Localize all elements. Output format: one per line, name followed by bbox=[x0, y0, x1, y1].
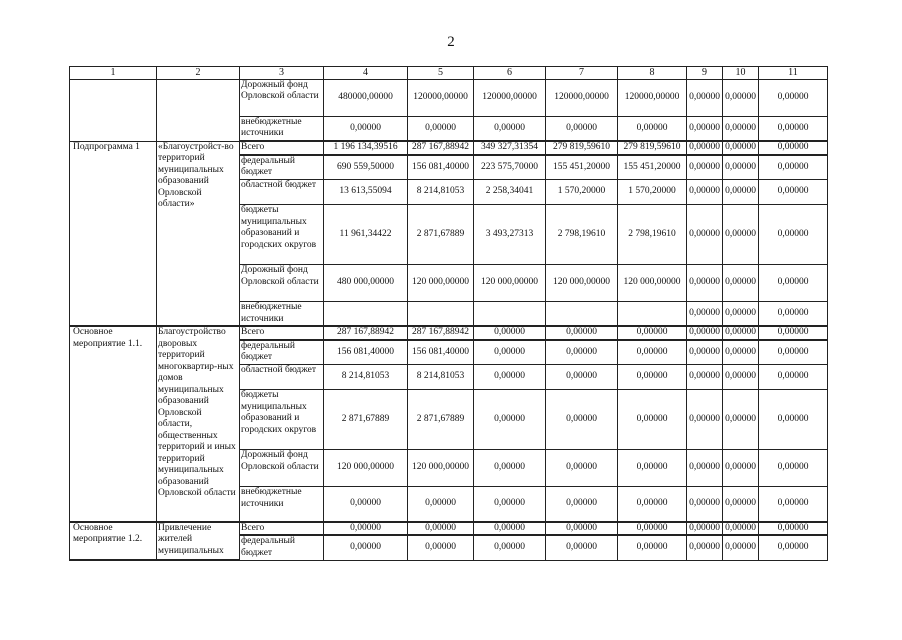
column-number: 2 bbox=[157, 67, 240, 80]
value-cell: 0,00000 bbox=[723, 326, 759, 340]
value-cell: 120 000,00000 bbox=[474, 265, 546, 302]
funding-source: областной бюджет bbox=[240, 180, 324, 205]
value-cell: 0,00000 bbox=[759, 265, 828, 302]
funding-source: внебюджетные источники bbox=[240, 116, 324, 141]
value-cell: 0,00000 bbox=[723, 141, 759, 155]
value-cell: 0,00000 bbox=[759, 326, 828, 340]
value-cell: 0,00000 bbox=[324, 116, 408, 141]
value-cell: 3 493,27313 bbox=[474, 205, 546, 265]
value-cell: 287 167,88942 bbox=[408, 141, 474, 155]
program-name-cell: «Благоустройст-во территорий муниципальных образований Орловской области» bbox=[157, 141, 240, 326]
funding-source: федеральный бюджет bbox=[240, 535, 324, 560]
value-cell: 0,00000 bbox=[687, 116, 723, 141]
value-cell: 0,00000 bbox=[324, 535, 408, 560]
funding-source: Дорожный фонд Орловской области bbox=[240, 450, 324, 487]
budget-table bbox=[69, 66, 828, 561]
value-cell bbox=[546, 302, 618, 327]
value-cell: 0,00000 bbox=[723, 116, 759, 141]
value-cell: 120000,00000 bbox=[546, 79, 618, 116]
value-cell: 0,00000 bbox=[474, 522, 546, 536]
value-cell: 480000,00000 bbox=[324, 79, 408, 116]
value-cell bbox=[324, 302, 408, 327]
value-cell: 0,00000 bbox=[759, 302, 828, 327]
program-name-cell bbox=[157, 79, 240, 141]
value-cell: 0,00000 bbox=[408, 535, 474, 560]
value-cell: 0,00000 bbox=[546, 390, 618, 450]
value-cell: 155 451,20000 bbox=[618, 155, 687, 180]
value-cell: 120000,00000 bbox=[408, 79, 474, 116]
value-cell: 287 167,88942 bbox=[324, 326, 408, 340]
column-number-row bbox=[70, 67, 828, 80]
value-cell: 2 871,67889 bbox=[408, 205, 474, 265]
value-cell: 8 214,81053 bbox=[324, 365, 408, 390]
value-cell: 0,00000 bbox=[759, 141, 828, 155]
funding-source: внебюджетные источники bbox=[240, 487, 324, 522]
value-cell: 0,00000 bbox=[546, 326, 618, 340]
value-cell: 0,00000 bbox=[546, 522, 618, 536]
value-cell: 0,00000 bbox=[618, 326, 687, 340]
table-row bbox=[70, 326, 828, 340]
value-cell: 2 798,19610 bbox=[546, 205, 618, 265]
funding-source: Дорожный фонд Орловской области bbox=[240, 265, 324, 302]
value-cell: 1 570,20000 bbox=[546, 180, 618, 205]
value-cell: 156 081,40000 bbox=[408, 155, 474, 180]
value-cell: 2 871,67889 bbox=[408, 390, 474, 450]
program-label-cell: Подпрограмма 1 bbox=[70, 141, 157, 326]
program-name-cell: Благоустройство дворовых территорий многоквартир-ных домов муниципальных образований Орловской области, общественных территорий и иных территорий муниципальных образований Орловской области bbox=[157, 326, 240, 522]
funding-source: Всего bbox=[240, 141, 324, 155]
funding-source: внебюджетные источники bbox=[240, 302, 324, 327]
value-cell: 0,00000 bbox=[759, 340, 828, 365]
value-cell: 0,00000 bbox=[759, 390, 828, 450]
value-cell: 13 613,55094 bbox=[324, 180, 408, 205]
program-name-cell: Привлечение жителей муниципальных bbox=[157, 522, 240, 561]
value-cell bbox=[474, 302, 546, 327]
value-cell: 120000,00000 bbox=[618, 79, 687, 116]
value-cell: 156 081,40000 bbox=[408, 340, 474, 365]
value-cell: 0,00000 bbox=[759, 79, 828, 116]
table-row bbox=[70, 141, 828, 155]
value-cell: 0,00000 bbox=[687, 340, 723, 365]
program-label-cell: Основное мероприятие 1.2. bbox=[70, 522, 157, 561]
value-cell: 0,00000 bbox=[687, 487, 723, 522]
value-cell: 0,00000 bbox=[618, 390, 687, 450]
value-cell: 0,00000 bbox=[546, 116, 618, 141]
value-cell: 279 819,59610 bbox=[618, 141, 687, 155]
value-cell: 0,00000 bbox=[474, 365, 546, 390]
value-cell: 0,00000 bbox=[546, 535, 618, 560]
value-cell: 0,00000 bbox=[546, 340, 618, 365]
value-cell: 0,00000 bbox=[723, 180, 759, 205]
value-cell: 0,00000 bbox=[618, 116, 687, 141]
value-cell: 0,00000 bbox=[687, 522, 723, 536]
value-cell: 0,00000 bbox=[687, 326, 723, 340]
column-number: 8 bbox=[618, 67, 687, 80]
value-cell bbox=[618, 302, 687, 327]
value-cell: 0,00000 bbox=[618, 522, 687, 536]
value-cell: 0,00000 bbox=[474, 326, 546, 340]
value-cell: 0,00000 bbox=[324, 522, 408, 536]
value-cell: 0,00000 bbox=[759, 365, 828, 390]
value-cell: 0,00000 bbox=[324, 487, 408, 522]
value-cell: 120000,00000 bbox=[474, 79, 546, 116]
value-cell: 1 196 134,39516 bbox=[324, 141, 408, 155]
value-cell: 120 000,00000 bbox=[618, 265, 687, 302]
column-number: 6 bbox=[474, 67, 546, 80]
column-number: 5 bbox=[408, 67, 474, 80]
value-cell: 0,00000 bbox=[474, 116, 546, 141]
value-cell: 0,00000 bbox=[723, 390, 759, 450]
value-cell: 0,00000 bbox=[546, 365, 618, 390]
value-cell: 120 000,00000 bbox=[408, 265, 474, 302]
value-cell: 0,00000 bbox=[618, 535, 687, 560]
funding-source: бюджеты муниципальных образований и городских округов bbox=[240, 205, 324, 265]
value-cell: 8 214,81053 bbox=[408, 365, 474, 390]
value-cell: 0,00000 bbox=[687, 365, 723, 390]
value-cell: 0,00000 bbox=[723, 155, 759, 180]
value-cell: 0,00000 bbox=[687, 141, 723, 155]
value-cell: 0,00000 bbox=[408, 522, 474, 536]
value-cell: 0,00000 bbox=[687, 180, 723, 205]
value-cell: 0,00000 bbox=[474, 487, 546, 522]
program-label-cell bbox=[70, 79, 157, 141]
value-cell: 349 327,31354 bbox=[474, 141, 546, 155]
value-cell: 0,00000 bbox=[408, 116, 474, 141]
column-number: 3 bbox=[240, 67, 324, 80]
value-cell: 0,00000 bbox=[687, 302, 723, 327]
funding-source: Всего bbox=[240, 326, 324, 340]
value-cell: 156 081,40000 bbox=[324, 340, 408, 365]
table-row bbox=[70, 522, 828, 536]
value-cell: 0,00000 bbox=[723, 340, 759, 365]
value-cell: 0,00000 bbox=[759, 450, 828, 487]
value-cell: 0,00000 bbox=[759, 205, 828, 265]
value-cell: 0,00000 bbox=[618, 340, 687, 365]
value-cell: 0,00000 bbox=[759, 535, 828, 560]
value-cell: 0,00000 bbox=[474, 390, 546, 450]
value-cell: 0,00000 bbox=[546, 487, 618, 522]
value-cell: 0,00000 bbox=[618, 365, 687, 390]
value-cell: 2 798,19610 bbox=[618, 205, 687, 265]
value-cell: 120 000,00000 bbox=[324, 450, 408, 487]
value-cell: 0,00000 bbox=[687, 390, 723, 450]
column-number: 9 bbox=[687, 67, 723, 80]
funding-source: Всего bbox=[240, 522, 324, 536]
value-cell: 2 871,67889 bbox=[324, 390, 408, 450]
funding-source: бюджеты муниципальных образований и городских округов bbox=[240, 390, 324, 450]
value-cell: 11 961,34422 bbox=[324, 205, 408, 265]
value-cell: 0,00000 bbox=[723, 205, 759, 265]
value-cell bbox=[408, 302, 474, 327]
value-cell: 287 167,88942 bbox=[408, 326, 474, 340]
funding-source: федеральный бюджет bbox=[240, 155, 324, 180]
value-cell: 1 570,20000 bbox=[618, 180, 687, 205]
column-number: 10 bbox=[723, 67, 759, 80]
value-cell: 0,00000 bbox=[759, 180, 828, 205]
value-cell: 0,00000 bbox=[687, 535, 723, 560]
value-cell: 0,00000 bbox=[474, 450, 546, 487]
value-cell: 0,00000 bbox=[723, 535, 759, 560]
value-cell: 0,00000 bbox=[723, 265, 759, 302]
value-cell: 0,00000 bbox=[723, 302, 759, 327]
value-cell: 8 214,81053 bbox=[408, 180, 474, 205]
value-cell: 0,00000 bbox=[546, 450, 618, 487]
value-cell: 0,00000 bbox=[474, 340, 546, 365]
value-cell: 0,00000 bbox=[759, 487, 828, 522]
value-cell: 0,00000 bbox=[723, 487, 759, 522]
value-cell: 480 000,00000 bbox=[324, 265, 408, 302]
value-cell: 0,00000 bbox=[687, 450, 723, 487]
value-cell: 0,00000 bbox=[687, 265, 723, 302]
value-cell: 0,00000 bbox=[759, 522, 828, 536]
funding-source: федеральный бюджет bbox=[240, 340, 324, 365]
value-cell: 279 819,59610 bbox=[546, 141, 618, 155]
value-cell: 0,00000 bbox=[474, 535, 546, 560]
value-cell: 120 000,00000 bbox=[546, 265, 618, 302]
value-cell: 0,00000 bbox=[687, 79, 723, 116]
value-cell: 0,00000 bbox=[759, 155, 828, 180]
funding-source: областной бюджет bbox=[240, 365, 324, 390]
value-cell: 155 451,20000 bbox=[546, 155, 618, 180]
value-cell: 0,00000 bbox=[618, 450, 687, 487]
value-cell: 690 559,50000 bbox=[324, 155, 408, 180]
page-number: 2 bbox=[447, 34, 455, 50]
funding-source: Дорожный фонд Орловской области bbox=[240, 79, 324, 116]
table-row bbox=[70, 79, 828, 116]
value-cell: 0,00000 bbox=[618, 487, 687, 522]
column-number: 4 bbox=[324, 67, 408, 80]
column-number: 11 bbox=[759, 67, 828, 80]
value-cell: 0,00000 bbox=[723, 450, 759, 487]
column-number: 1 bbox=[70, 67, 157, 80]
value-cell: 2 258,34041 bbox=[474, 180, 546, 205]
value-cell: 0,00000 bbox=[408, 487, 474, 522]
value-cell: 223 575,70000 bbox=[474, 155, 546, 180]
program-label-cell: Основное мероприятие 1.1. bbox=[70, 326, 157, 522]
value-cell: 0,00000 bbox=[759, 116, 828, 141]
value-cell: 0,00000 bbox=[687, 205, 723, 265]
value-cell: 0,00000 bbox=[723, 522, 759, 536]
value-cell: 120 000,00000 bbox=[408, 450, 474, 487]
value-cell: 0,00000 bbox=[723, 79, 759, 116]
column-number: 7 bbox=[546, 67, 618, 80]
value-cell: 0,00000 bbox=[687, 155, 723, 180]
value-cell: 0,00000 bbox=[723, 365, 759, 390]
